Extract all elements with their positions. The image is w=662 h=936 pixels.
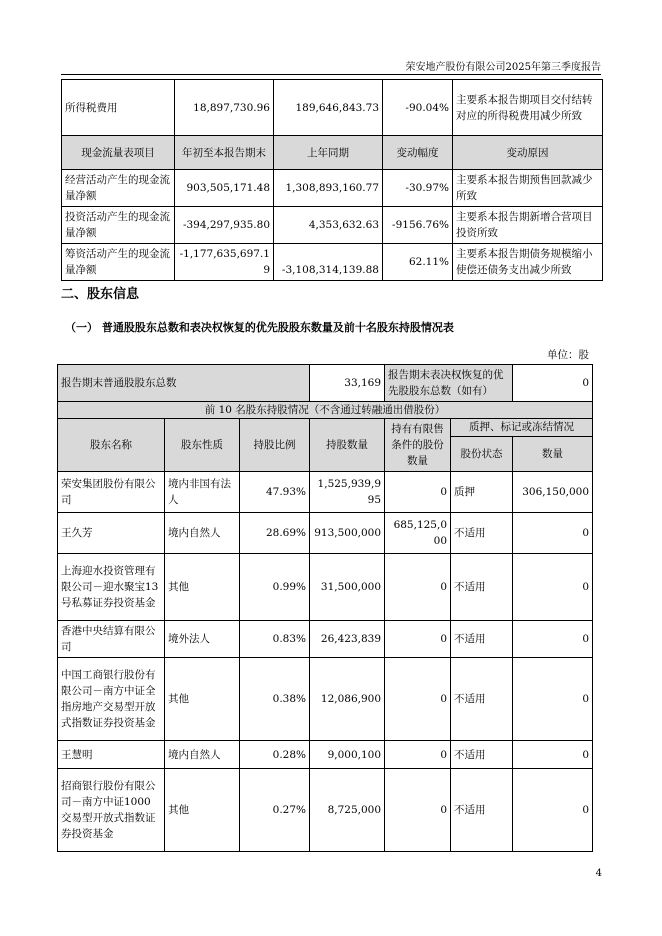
cell-item: 投资活动产生的现金流量净额 [62,207,175,244]
cell-ratio: 47.93% [240,472,310,513]
cell-status: 不适用 [451,621,513,658]
cell-status: 不适用 [451,769,513,852]
cell-nature: 境内自然人 [165,513,240,554]
cell-amount: 1,525,939,995 [310,472,385,513]
cell-name: 招商银行股份有限公司－南方中证1000交易型开放式指数证券投资基金 [58,769,165,852]
table-row [58,554,593,621]
cell-status: 不适用 [451,513,513,554]
total-shareholders-label: 报告期末普通股股东总数 [58,365,310,402]
cell-ratio: 0.28% [240,741,310,769]
cell-restricted: 0 [385,741,451,769]
cell-restricted: 0 [385,554,451,621]
header-pledge-group: 质押、标记或冻结情况 [451,419,593,437]
cell-reason: 主要系本报告期债务规模缩小使偿还债务支出减少所致 [453,244,603,281]
cell-reason: 主要系本报告期新增合营项目投资所致 [453,207,603,244]
cell-amount: 913,500,000 [310,513,385,554]
header-prior: 上年同期 [274,136,383,170]
cell-ratio: 0.99% [240,554,310,621]
header-pledge-status: 股份状态 [451,437,513,472]
cell-item: 所得税费用 [62,80,175,136]
cell-change: -30.97% [383,170,453,207]
cell-restricted: 0 [385,769,451,852]
cell-amount: 12,086,900 [310,658,385,741]
cell-name: 中国工商银行股份有限公司－南方中证全指房地产交易型开放式指数证券投资基金 [58,658,165,741]
cell-nature: 其他 [165,769,240,852]
unit-label: 单位：股 [547,349,589,361]
cell-ratio: 28.69% [240,513,310,554]
cell-name: 香港中央结算有限公司 [58,621,165,658]
summary-row [58,365,593,402]
header-name: 股东名称 [58,419,165,472]
table-row [58,513,593,554]
cell-pledged: 306,150,000 [513,472,593,513]
top10-title-row [58,402,593,419]
cell-amount: 8,725,000 [310,769,385,852]
cell-pledged: 0 [513,621,593,658]
table-row [58,769,593,852]
cell-status: 不适用 [451,741,513,769]
header-current: 年初至本报告期末 [175,136,274,170]
header-reason: 变动原因 [453,136,603,170]
cell-status: 不适用 [451,554,513,621]
cell-pledged: 0 [513,769,593,852]
cell-name: 王久芳 [58,513,165,554]
cell-status: 不适用 [451,658,513,741]
cashflow-table [61,79,603,281]
cell-current: 903,505,171.48 [175,170,274,207]
cell-reason: 主要系本报告期项目交付结转对应的所得税费用减少所致 [453,80,603,136]
cell-amount: 26,423,839 [310,621,385,658]
table-row [58,472,593,513]
table-row [62,244,603,281]
cell-restricted: 0 [385,658,451,741]
cell-change: 62.11% [383,244,453,281]
cell-pledged: 0 [513,554,593,621]
cell-amount: 9,000,100 [310,741,385,769]
header-restricted: 持有有限售条件的股份数量 [385,419,451,472]
cell-amount: 31,500,000 [310,554,385,621]
cell-status: 质押 [451,472,513,513]
table-row [62,170,603,207]
cell-name: 王慧明 [58,741,165,769]
table-row [62,80,603,136]
section-title: 二、股东信息 [61,287,140,302]
cell-item: 筹资活动产生的现金流量净额 [62,244,175,281]
cell-nature: 其他 [165,658,240,741]
cell-restricted: 0 [385,621,451,658]
cell-nature: 境外法人 [165,621,240,658]
cell-ratio: 0.38% [240,658,310,741]
cell-restricted: 0 [385,472,451,513]
cell-ratio: 0.27% [240,769,310,852]
preferred-shareholders-label: 报告期末表决权恢复的优先股股东总数（如有） [385,365,513,402]
cell-prior: 189,646,843.73 [274,80,383,136]
header-amount: 持股数量 [310,419,385,472]
cell-current: -394,297,935.80 [175,207,274,244]
header-divider [61,74,601,75]
cell-prior: 1,308,893,160.77 [274,170,383,207]
cell-pledged: 0 [513,658,593,741]
shareholders-table [57,364,593,852]
cell-nature: 其他 [165,554,240,621]
cell-current: -1,177,635,697.19 [175,244,274,281]
cell-ratio: 0.83% [240,621,310,658]
table-header-row [58,419,593,437]
cell-pledged: 0 [513,741,593,769]
table-row [62,207,603,244]
table-row [58,741,593,769]
cell-nature: 境内非国有法人 [165,472,240,513]
cell-nature: 境内自然人 [165,741,240,769]
subsection-title: （一） 普通股股东总数和表决权恢复的优先股股东数量及前十名股东持股情况表 [65,321,454,334]
header-nature: 股东性质 [165,419,240,472]
cell-pledged: 0 [513,513,593,554]
cell-current: 18,897,730.96 [175,80,274,136]
cell-change: -9156.76% [383,207,453,244]
table-row [58,658,593,741]
header-change: 变动幅度 [383,136,453,170]
report-header-title: 荣安地产股份有限公司2025年第三季度报告 [405,62,601,73]
header-pledge-amount: 数量 [513,437,593,472]
cell-restricted: 685,125,000 [385,513,451,554]
cell-name: 荣安集团股份有限公司 [58,472,165,513]
table-row [58,621,593,658]
total-shareholders-value: 33,169 [310,365,385,402]
table-header-row [62,136,603,170]
cell-prior: 4,353,632.63 [274,207,383,244]
cell-item: 经营活动产生的现金流量净额 [62,170,175,207]
page-number: 4 [595,868,602,879]
cell-name: 上海迎水投资管理有限公司－迎水聚宝13号私募证券投资基金 [58,554,165,621]
header-item: 现金流量表项目 [62,136,175,170]
cell-prior: -3,108,314,139.88 [274,244,383,281]
header-ratio: 持股比例 [240,419,310,472]
top10-title: 前 10 名股东持股情况（不含通过转融通出借股份） [58,402,593,419]
preferred-shareholders-value: 0 [513,365,593,402]
cell-change: -90.04% [383,80,453,136]
cell-reason: 主要系本报告期预售回款减少所致 [453,170,603,207]
